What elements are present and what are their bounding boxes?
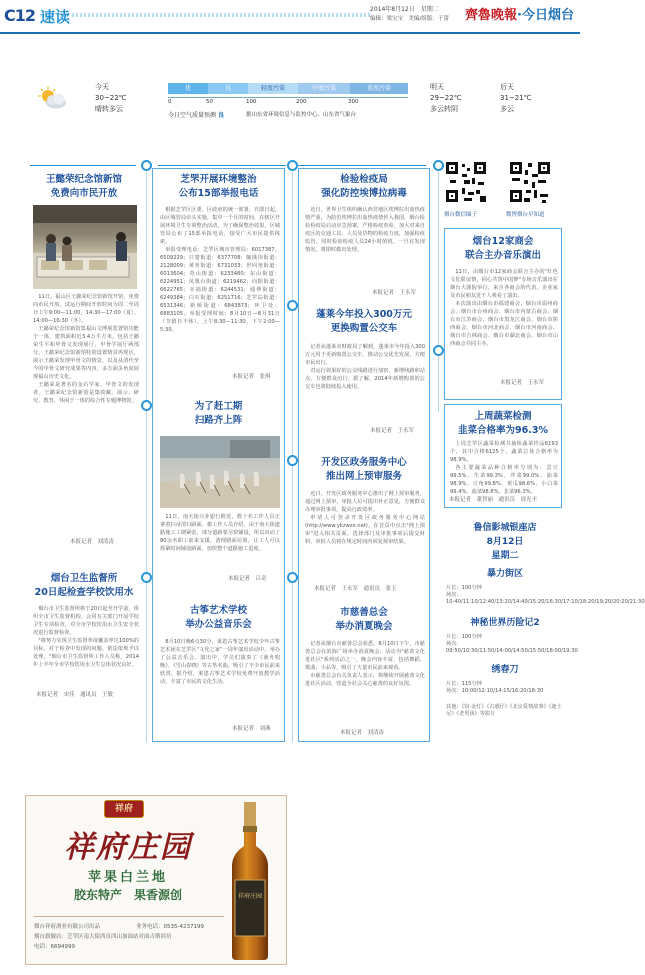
headline-text: 芝罘开展环境整治 公布15部举报电话 bbox=[178, 174, 259, 199]
headline bbox=[155, 400, 282, 428]
film-runtime: 片长：115分钟 bbox=[446, 681, 482, 687]
tomorrow-desc: 多云转阴 bbox=[430, 105, 458, 113]
article-body bbox=[450, 268, 558, 372]
article-body bbox=[305, 206, 425, 286]
paragraph: 市慈善总会有关负责人表示，将继续开展慈善文化进社区活动，营造全社会关心慈善的良好氛围。 bbox=[305, 673, 425, 687]
headline bbox=[30, 173, 138, 201]
aqi-level-2: 轻度污染 bbox=[248, 83, 298, 94]
film-runtime: 片长：100分钟 bbox=[446, 585, 482, 591]
editor-credit: 编辑：梁宝宝 美编/组版：于蕾 bbox=[370, 16, 449, 22]
aqi-tick: 50 bbox=[206, 99, 213, 105]
headline bbox=[300, 456, 428, 484]
today-desc: 晴转多云 bbox=[95, 105, 123, 113]
qr-code-icon[interactable] bbox=[444, 160, 488, 204]
brand-main: 齊魯晚報 bbox=[465, 8, 518, 23]
aqi-level-1: 良 bbox=[208, 83, 248, 94]
section-title: 速读 bbox=[40, 8, 71, 26]
timeline-dot bbox=[287, 300, 298, 311]
museum-photo-image bbox=[33, 205, 137, 289]
byline: 本报记者 宋佳 通讯员 王敏 bbox=[36, 692, 114, 698]
sun-cloud-icon bbox=[38, 86, 68, 110]
qr-caption: 微博烟台早知道 bbox=[506, 212, 545, 218]
film-showtimes: 场次：09:50/10:30/11:50/14:00/14:50/15:50/18:00/19:30 bbox=[446, 641, 578, 654]
film-runtime: 片长：100分钟 bbox=[446, 634, 482, 640]
today-temp: 30~22℃ bbox=[95, 94, 127, 102]
paragraph: 记者从蓬莱市财政局了解到，蓬莱市今年投入300万元用于更新购置公交车，推动公交优先发展，方便市民出行。 bbox=[305, 344, 425, 366]
today-label: 今天 bbox=[95, 83, 109, 91]
byline: 本报记者 王永军 通讯员 张玉 bbox=[314, 586, 397, 592]
film-title: 暴力街区 bbox=[486, 569, 523, 579]
film-showtimes: 场次：10:40/11:10/12:40/13:20/14:40/15:20/16:30/17:10/18:20/19:20/20:20/21:30 bbox=[446, 592, 645, 605]
tomorrow-label: 明天 bbox=[430, 83, 444, 91]
article-body bbox=[450, 440, 558, 495]
headline bbox=[155, 604, 282, 632]
byline: 本报记者 董智丽 通讯员 周光丰 bbox=[449, 497, 538, 503]
tomorrow-temp: 29~22℃ bbox=[430, 94, 462, 102]
timeline-dot bbox=[287, 160, 298, 171]
after-desc: 多云 bbox=[500, 105, 514, 113]
paragraph: 本次演出由烟台市福建商会、烟台市温州商会、烟台市台州商会、烟台市内蒙古商会、烟台市江苏商会、烟台市黑龙江商会、烟台市陕西商会、烟台市河北商会、烟台市河南商会、烟台市吉林商会、烟台市湖北商会、烟台市山西商会共同主办。 bbox=[450, 301, 558, 347]
cinema-date: 8月12日 bbox=[486, 537, 524, 547]
paragraph: 近日，世界卫生组织确认西非地区埃博拉出血热疫情严重。为防范埃博拉出血热疫情传入我国，烟台检验检疫局启动应急预案，严格检疫查验，加大对来自疫区的交通工具、人员及货物的检疫力度，加强检疫监管，同时检验检疫人员24小时值班，一旦有发现情况，将即时做出处理。 bbox=[305, 207, 425, 253]
headline-text: 市慈善总会 举办消夏晚会 bbox=[335, 607, 393, 632]
headline bbox=[446, 235, 560, 263]
aqi-level-4: 重度污染 bbox=[350, 83, 408, 94]
byline: 本报记者 刘清涛 bbox=[340, 730, 385, 736]
headline-text: 王懿荣纪念馆新馆 免费向市民开放 bbox=[45, 174, 122, 199]
aqi-level-0: 优 bbox=[168, 83, 208, 94]
qr-caption: 烟台微信圈子 bbox=[444, 212, 478, 218]
byline: 本报记者 吕奇 bbox=[228, 576, 267, 582]
byline: 本报记者 张琪 bbox=[232, 374, 271, 380]
timeline-line bbox=[438, 172, 439, 412]
aqi-tick: 300 bbox=[348, 99, 359, 105]
timeline-rule bbox=[30, 165, 136, 166]
page-number: C12 bbox=[4, 6, 36, 25]
brand-sub: ·今日烟台 bbox=[517, 8, 574, 23]
paragraph: 烟台市卫生监督所将于20日起至开学前，组织全市卫生监督机构，会同有关部门开展学校卫生专项检查，对全市学校饮用水卫生安全状况进行监督检查。 bbox=[33, 606, 139, 636]
paragraph: "将努力实现卫生监督率度覆盖率达100%的目标，对于检查中发现的问题，依法依规予以处理。"烟台市卫生监督所工作人员称，2014年上半年全市学校饮用水卫生总体状况良好。 bbox=[33, 638, 139, 668]
headline-text: 开发区政务服务中心 推出网上预审服务 bbox=[321, 457, 407, 482]
film-title: 绣春刀 bbox=[491, 665, 519, 675]
headline bbox=[300, 308, 428, 336]
aqi-forecast-label bbox=[168, 110, 224, 119]
byline: 本报记者 刘燕 bbox=[232, 726, 271, 732]
aqi-tick: 0 bbox=[168, 99, 172, 105]
ad-company: 烟台祥府酒业有限公司出品 bbox=[34, 924, 101, 930]
headline bbox=[300, 173, 428, 201]
ad-brand: 祥府庄园 bbox=[64, 830, 192, 865]
qr-code-icon[interactable] bbox=[508, 160, 552, 204]
byline: 本报记者 王永军 bbox=[500, 380, 545, 386]
byline: 本报记者 王永军 bbox=[372, 290, 417, 296]
headline-text: 为了赶工期 扫路齐上阵 bbox=[194, 401, 243, 426]
byline: 本报记者 刘清涛 bbox=[70, 539, 115, 545]
ad-phone: 电话：6694999 bbox=[34, 944, 75, 950]
timeline-dot bbox=[141, 400, 152, 411]
ad-slogan: 胶东特产 果香源创 bbox=[73, 888, 182, 902]
after-label: 后天 bbox=[500, 83, 514, 91]
ad-logo: 祥府 bbox=[104, 800, 144, 818]
timeline-dot bbox=[287, 455, 298, 466]
aqi-tick: 200 bbox=[296, 99, 307, 105]
paragraph: 近日，开发区政务服务中心推出了网上预审服务，通过网上预审，审批人员可提出补正意见，方便群众办理审批事项，提高行政效率。 bbox=[305, 491, 425, 513]
article-body bbox=[33, 605, 139, 685]
headline bbox=[30, 572, 138, 600]
paragraph: 根据芝罘区区委、区政府的统一部署，自即日起，由区城管局牵头实施，集中一个月的时间，在辖区开展环境卫生专项整治活动。为了确保整治效果，区城管局公布了15部举报电话，接受广大市民提供线索。 bbox=[160, 207, 280, 245]
after-temp: 31~21℃ bbox=[500, 94, 532, 102]
cinema-weekday: 星期二 bbox=[491, 551, 519, 561]
headline-text: 上周蔬菜检测 韭菜合格率为96.3% bbox=[458, 411, 548, 436]
article-body bbox=[160, 206, 280, 366]
headline bbox=[155, 173, 282, 201]
ad-hotline: 业务电话：0535-4237199 bbox=[136, 924, 204, 930]
street-photo bbox=[160, 436, 280, 508]
paragraph: 8月10日晚6点30分，莱恩古筝艺术学校少年古筝艺术团在芝罘区"文化之家"一周年演出活动中，举办了公益音乐会。演出中，学员们演奏了《渔舟唱晚》、《雪山春晓》等古筝名曲，吸引了不少市民前来欣赏。据介绍，莱恩古筝艺术学校免费开放教学活动，丰富了市民的文化生活。 bbox=[160, 639, 280, 685]
newspaper-brand bbox=[465, 4, 574, 23]
headline-text: 烟台卫生监督所 20日起检查学校饮用水 bbox=[34, 573, 134, 598]
paragraph: 记者从烟台市慈善总会获悉，8月10日下午，市慈善总会在滨海广场举办消夏晚会，活动为"慈善文化进社区"系列活动之一，晚会内容丰富，包括舞蹈、歌曲、小品等，吸引了大量市民前来观看。 bbox=[305, 641, 425, 671]
timeline-dot bbox=[433, 160, 444, 171]
headline-text: 烟台12家商会 联合主办音乐演出 bbox=[464, 236, 541, 261]
article-body bbox=[305, 640, 425, 720]
article-body bbox=[305, 343, 425, 421]
paragraph: 11日，福山区王懿荣纪念馆新馆开馆，免费向市民开放。试运行期间开放时间为周二至周日上午9:00—11:00，14:30—17:00（夏）。14:00—16:30（冬）。 bbox=[33, 294, 139, 324]
paragraph: 11日，南大街兴业银行附近，数十名工作人员正拿着扫帚清扫路面。据工作人员介绍，由于南大街道路施工工期紧张，部分道路要尽快铺设，所以出动了80余名职工前来支援，清理路面垃圾，让工人可以抓紧时间铺设路面，加快整个道路施工进度。 bbox=[160, 514, 280, 552]
bottle-label-text: 祥府庄园 bbox=[237, 893, 263, 900]
ad-slogan: 苹果白兰地 bbox=[87, 870, 168, 885]
page-header bbox=[0, 0, 580, 34]
aqi-tick: 100 bbox=[246, 99, 257, 105]
aqi-level-3: 中度污染 bbox=[298, 83, 350, 94]
aqi-source: 据山东省环境信息与监控中心、山东省气象台 bbox=[246, 112, 357, 118]
article-body bbox=[160, 513, 280, 569]
paragraph: 对运行效果好的公交线路进行加密，新增线路和站点，方便群众出行。据了解，2014年新增购置的公交车也将陆续投入使用。 bbox=[305, 368, 425, 390]
timeline-rule bbox=[158, 165, 286, 166]
headline-text: 古筝艺术学校 举办公益音乐会 bbox=[185, 605, 252, 630]
paragraph: 申请人可登录开发区政务服务中心网站(http://www.ykzwzx.net)，在首页中点击"网上预审"进入相关页面，选择部门及审批事项后提交材料，审批人员将在规定时间内回复预审结果。 bbox=[305, 515, 425, 545]
timeline-dot bbox=[287, 572, 298, 583]
brandy-bottle-image bbox=[222, 802, 278, 962]
film-showtimes: 场次：10:00/12:10/14:15/16:20/18:30 bbox=[446, 688, 544, 694]
issue-date: 2014年8月12日 星期二 bbox=[370, 6, 439, 13]
headline-text: 蓬莱今年投入300万元 更换购置公交车 bbox=[316, 309, 412, 334]
aqi-forecast-text: 今日空气质量预测 bbox=[168, 112, 217, 119]
street-photo-image bbox=[160, 436, 280, 508]
timeline-rule bbox=[298, 165, 426, 166]
article-body bbox=[33, 293, 139, 533]
paragraph: 11日，由烟台市12家商会联合主办的"红色文化联谊情，同心共筑中国梦"专场音乐演出在烟台大剧院举行，来自各商会的代表、企业家及市民朋友近千人观看了演出。 bbox=[450, 269, 558, 299]
aqi-axis bbox=[168, 97, 408, 98]
cinema-note: 其他：《窃·金灯》《古惑仔》《北京爱情故事》《迪士尼》《老男孩》等影片 bbox=[446, 704, 562, 717]
ad-divider bbox=[34, 916, 224, 917]
headline bbox=[300, 606, 428, 634]
headline-text: 检验检疫局 强化防控埃博拉病毒 bbox=[321, 174, 407, 199]
ad-address: 烟台旗舰店：芝罘区南大街西首西山加油站对面吉斯滨坊 bbox=[34, 934, 172, 940]
timeline-dot bbox=[141, 160, 152, 171]
paragraph: 上周芝罘区蔬菜检测共抽检蔬菜样品6193个，其中合格6125个，蔬菜总体合格率为98.9%。 bbox=[450, 441, 558, 463]
timeline-dot bbox=[433, 345, 444, 356]
header-decor-bar bbox=[72, 13, 372, 17]
paragraph: 王懿荣是著名的金石学家、甲骨文的发现者。王懿荣纪念馆新馆是集收藏、展示、研究、教育、休闲于一体的综合性专题博物馆。 bbox=[33, 382, 139, 404]
article-body bbox=[305, 490, 425, 576]
cinema-name: 鲁信影城银座店 bbox=[473, 523, 537, 533]
weather-strip bbox=[30, 80, 542, 120]
paragraph: 王懿荣纪念馆新馆集福山文博展览置馆功能于一体，建筑面积近3.4万平方米。包括王懿荣生平和甲骨文发现展厅、甲骨学展厅两部分。王懿荣纪念馆新馆特别设置情景再现区，展示王懿荣发现甲骨文的情景，以及从清代至今的甲骨文研究成果等内容，多方面多角度展现福山历史文化。 bbox=[33, 326, 139, 380]
museum-photo bbox=[33, 205, 137, 289]
paragraph: 举报受理电话：芝罘区城市管理局：6017387、6509229；只楚街道：6377708；毓璜顶街道：2128009；黄务街道：6731033；世回尧街道：6013604；奇山街道：6233480；东山街道：6224951；凤凰台街道：6219462；向阳街道：6622765；幸福街道：6244531；通伸街道：6249384；白石街道：6251716；芝罘岛街道：6531346；新桥街道：6843873；环卫处：6883105。举报受理时间：8月10日—8月31日（节假日不休），上午8:30—11:30，下午2:00—5:30。 bbox=[160, 247, 280, 333]
aqi-forecast-value: 良 bbox=[217, 112, 224, 119]
film-title: 神秘世界历险记2 bbox=[470, 618, 540, 628]
advertisement[interactable] bbox=[25, 795, 287, 965]
paragraph: 各主要蔬菜品种合格率分别为：芸豆99.5%、生菜99.3%、芹菜99.0%、油菜98.9%、豆角99.8%、黄瓜98.6%、小白菜99.4%、菠菜98.8%、韭菜96.3%。 bbox=[450, 465, 558, 495]
byline: 本报记者 王永军 bbox=[370, 428, 415, 434]
headline bbox=[446, 410, 560, 438]
timeline-dot bbox=[141, 572, 152, 583]
article-body bbox=[160, 638, 280, 718]
timeline-line bbox=[146, 172, 147, 742]
